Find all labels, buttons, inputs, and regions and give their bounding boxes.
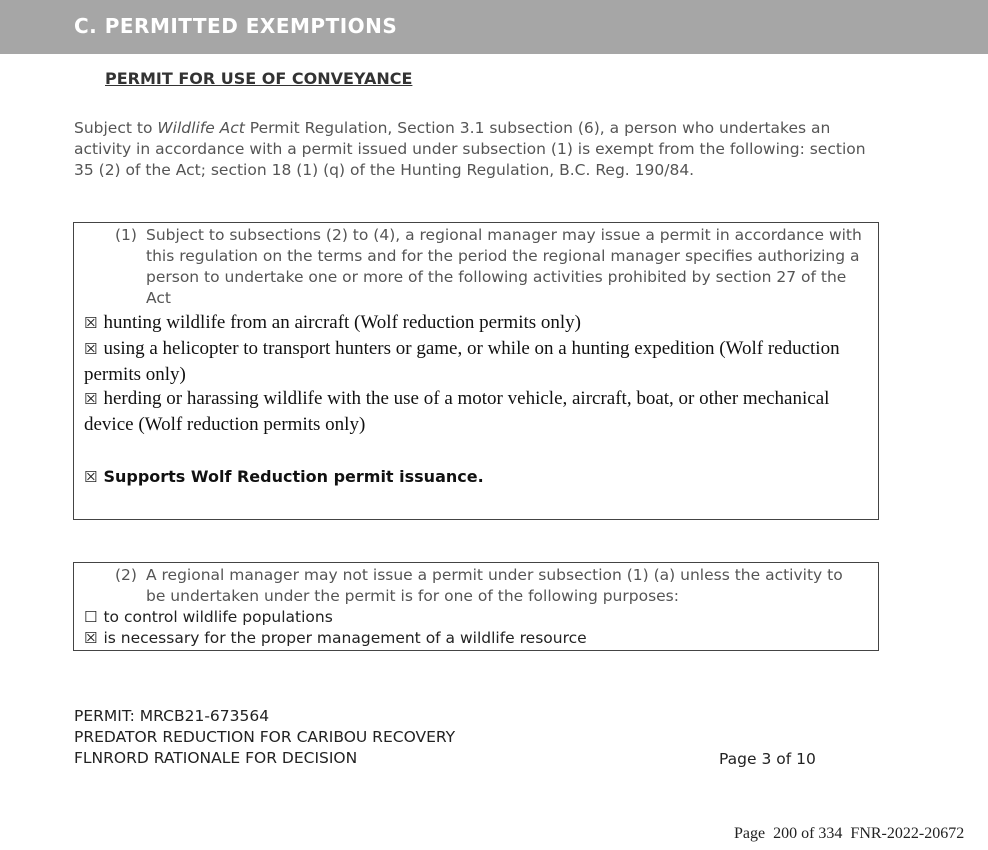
checkbox-checked-icon[interactable]: ☒ — [84, 390, 98, 408]
purpose-text: to control wildlife populations — [103, 608, 333, 626]
activity-item-helicopter — [84, 336, 864, 387]
clause-text: A regional manager may not issue a permit under subsection (1) (a) unless the activity to be undertaken under the permit is for one of the following purposes: — [146, 566, 843, 605]
intro-rest: Permit Regulation, Section 3.1 subsection (6), a person who undertakes an activity in accordance with a permit issued under subsection (1) is exempt from the following: section 35 (2) of the Act; section 18 (1) (q) of the Hunting Regulation, B.C. Reg. 190/84. — [74, 119, 866, 179]
intro-paragraph — [74, 118, 874, 181]
footer-program-name: PREDATOR REDUCTION FOR CARIBOU RECOVERY — [74, 728, 456, 746]
foi-page-stamp: Page 200 of 334 FNR-2022-20672 — [734, 825, 965, 842]
support-statement — [84, 467, 484, 486]
checkbox-checked-icon[interactable]: ☒ — [84, 468, 98, 486]
intro-prefix: Subject to — [74, 119, 158, 137]
purpose-text: is necessary for the proper management of a wildlife resource — [103, 629, 587, 647]
activity-item-herding — [84, 386, 864, 437]
permit-purpose-box — [73, 562, 879, 651]
page-number: Page 3 of 10 — [719, 750, 816, 768]
clause-number: (2) — [115, 566, 137, 584]
purpose-item-management — [84, 628, 587, 649]
clause-text: Subject to subsections (2) to (4), a regional manager may issue a permit in accordance with this regulation on the terms and for the period the regional manager specifies authorizing a person to undertake one or more of the following activities prohibited by section 27 of the Act — [146, 226, 862, 307]
section-header-bar — [0, 0, 988, 54]
permit-activities-box — [73, 222, 879, 520]
clause-number: (1) — [115, 226, 137, 244]
footer-document-name: FLNRORD RATIONALE FOR DECISION — [74, 749, 358, 767]
purpose-item-control — [84, 607, 333, 628]
section-title: C. PERMITTED EXEMPTIONS — [74, 14, 398, 38]
footer-permit-number: PERMIT: MRCB21-673564 — [74, 707, 270, 725]
subheading: PERMIT FOR USE OF CONVEYANCE — [105, 69, 413, 88]
act-name: Wildlife Act — [157, 119, 245, 137]
activity-item-aircraft — [84, 310, 864, 336]
checkbox-unchecked-icon[interactable]: ☐ — [84, 608, 98, 626]
activity-text: herding or harassing wildlife with the use of a motor vehicle, aircraft, boat, or other mechanical device (Wolf reduction permits only) — [84, 388, 830, 435]
activity-text: using a helicopter to transport hunters or game, or while on a hunting expedition (Wolf reduction permits only) — [84, 338, 840, 385]
checkbox-checked-icon[interactable]: ☒ — [84, 629, 98, 647]
checkbox-checked-icon[interactable]: ☒ — [84, 340, 98, 358]
support-text: Supports Wolf Reduction permit issuance. — [103, 467, 484, 486]
activity-text: hunting wildlife from an aircraft (Wolf reduction permits only) — [103, 312, 582, 333]
checkbox-checked-icon[interactable]: ☒ — [84, 314, 98, 332]
